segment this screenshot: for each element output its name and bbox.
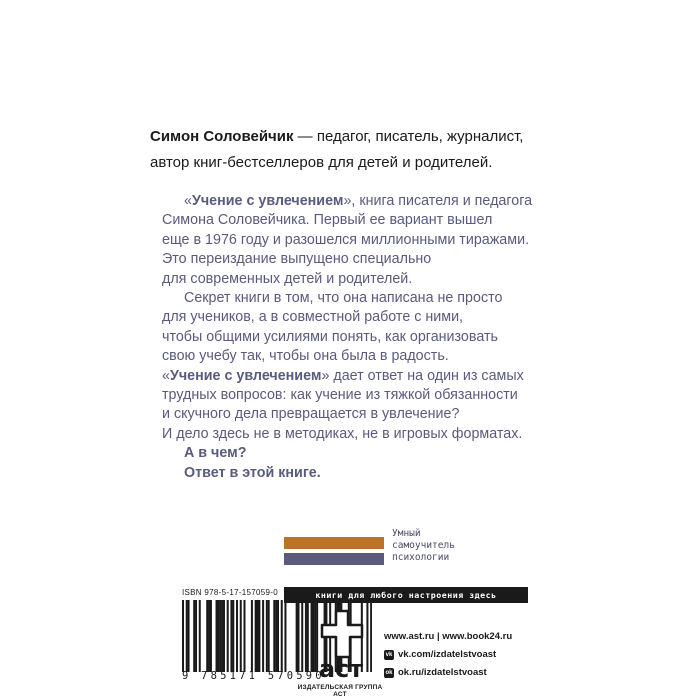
barcode-bar (182, 600, 184, 672)
barcode-bar (268, 600, 270, 672)
series-bar-purple (284, 553, 384, 565)
barcode-bar (258, 600, 260, 672)
author-description-2: автор книг-бестселлеров для детей и родителей. (150, 154, 493, 171)
barcode-bar (275, 600, 277, 672)
barcode-bar (195, 600, 197, 672)
blurb-p2-line2: для учеников, а в совместной работе с ними, (162, 309, 464, 326)
blurb-p3-line2: трудных вопросов: как учение из тяжкой обязанности (162, 387, 518, 404)
book-title-mention: Учение с увлечением (191, 193, 344, 209)
blurb-p3-line4: И дело здесь не в методиках, не в игровых форматах. (162, 425, 523, 442)
isbn-label: ISBN 978-5-17-157059-0 (182, 588, 278, 597)
barcode-bar (284, 600, 286, 672)
author-description-1: — педагог, писатель, журналист, (293, 128, 524, 145)
blurb-p2-line4: свою учебу так, чтобы она была в радость. (162, 348, 449, 365)
blurb-p1-line3: еще в 1976 году и разошелся миллионными тиражами. (162, 231, 530, 248)
ok-icon: ok (385, 670, 393, 676)
author-bio (150, 124, 570, 176)
blurb-p3-line1: «Учение с увлечением» дает ответ на один из самых (162, 367, 524, 384)
barcode-bar (188, 600, 190, 672)
website-links[interactable]: www.ast.ru | www.book24.ru (384, 631, 513, 642)
barcode-bar (255, 600, 257, 672)
series-name: Умный самоучитель психологии (392, 528, 455, 563)
blurb-p3-line3: и скучного дела превращается в увлечение? (162, 406, 460, 423)
barcode-bar (199, 600, 201, 672)
series-bar-orange (284, 537, 384, 549)
barcode-bar (186, 600, 188, 672)
author-name: Симон Соловейчик (150, 128, 294, 145)
series-color-bars (284, 525, 384, 565)
blurb-p1-line4: Это переиздание выпущено специально (162, 251, 432, 268)
barcode-bar (221, 600, 223, 672)
blurb-p1-line1: «Учение с увлечением», книга писателя и педагога (184, 193, 533, 209)
barcode-bar (251, 600, 253, 672)
barcode-bar (236, 600, 238, 672)
tagline-banner: книги для любого настроения здесь (284, 587, 528, 603)
barcode-bar (277, 600, 279, 672)
vk-link[interactable]: vk vk.com/izdatelstvoast (385, 649, 497, 660)
book-title-mention: Учение с увлечением (169, 367, 322, 384)
barcode-bar (219, 600, 221, 672)
barcode-bar (217, 600, 219, 672)
barcode-bar (223, 600, 225, 672)
barcode-bar (206, 600, 208, 672)
barcode-bar (262, 600, 264, 672)
barcode-bar (266, 600, 268, 672)
blurb-p1-line2: Симона Соловейчика. Первый ее вариант вышел (162, 212, 493, 229)
blurb-p1-line5: для современных детей и родителей. (162, 270, 413, 287)
barcode-bar (232, 600, 234, 672)
barcode-bar (216, 600, 218, 672)
isbn-digits: 9 785171 570590 (182, 670, 325, 682)
barcode-bar (208, 600, 210, 672)
barcode-bar (240, 600, 242, 672)
blurb-answer: Ответ в этой книге. (184, 464, 321, 481)
publisher-links (384, 628, 512, 682)
barcode-bar (210, 600, 212, 672)
ok-link[interactable]: ok ok.ru/izdatelstvoast (385, 667, 487, 678)
barcode-bar (281, 600, 283, 672)
barcode-bar (227, 600, 229, 672)
barcode-bar (273, 600, 275, 672)
blurb-question: А в чем? (184, 445, 247, 462)
blurb-p2-line3: чтобы общими усилиями понять, как организовать (162, 328, 498, 345)
ast-logo-icon (296, 605, 386, 695)
barcode-bar (257, 600, 259, 672)
publisher-label: ИЗДАТЕЛЬСКАЯ ГРУППА АСТ (297, 684, 383, 698)
barcode-bar (193, 600, 195, 672)
barcode-bar (243, 600, 245, 672)
ast-logo-text: аст (318, 655, 364, 683)
blurb-p2-line1: Секрет книги в том, что она написана не просто (184, 290, 503, 307)
barcode-bar (230, 600, 232, 672)
vk-icon: vk (385, 652, 393, 658)
book-blurb (162, 192, 582, 483)
